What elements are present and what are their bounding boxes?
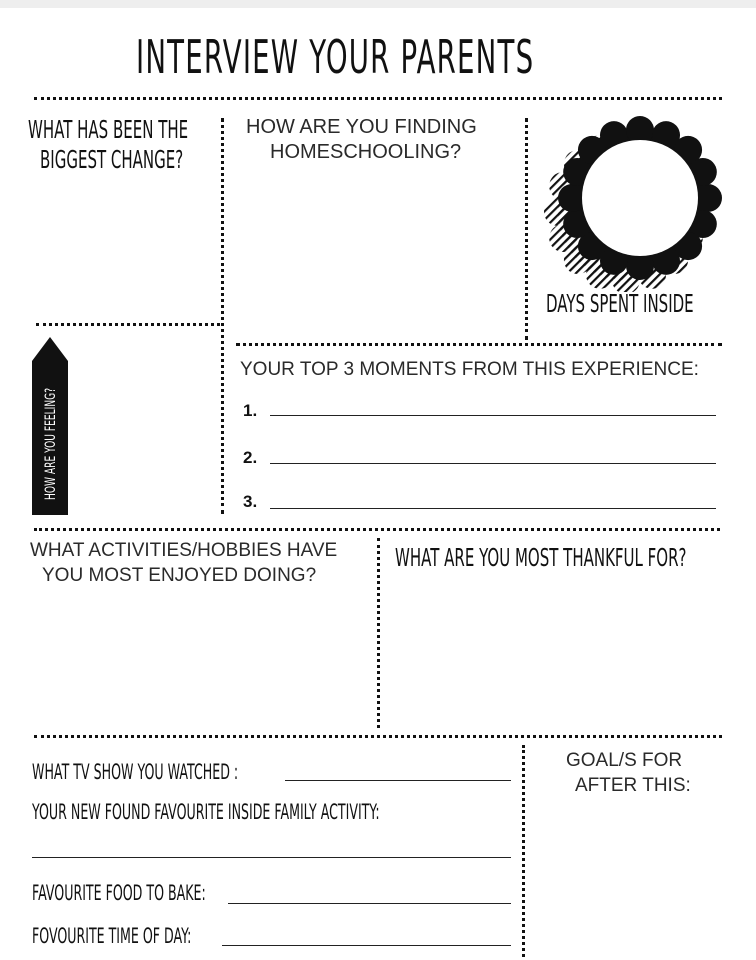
question-activities-line1: WHAT ACTIVITIES/HOBBIES HAVE — [30, 540, 338, 561]
moment-line-3[interactable] — [270, 508, 716, 509]
moment-line-1[interactable] — [270, 415, 716, 416]
label-days-spent-inside: DAYS SPENT INSIDE — [546, 289, 694, 318]
question-food-to-bake: FAVOURITE FOOD TO BAKE: — [32, 881, 206, 905]
question-time-of-day: FOVOURITE TIME OF DAY: — [32, 924, 192, 948]
label-how-are-you-feeling: HOW ARE YOU FEELING? — [43, 387, 59, 500]
divider-bottom — [34, 735, 722, 738]
moment-number-3: 3. — [243, 492, 258, 511]
question-homeschooling-line2: HOMESCHOOLING? — [270, 141, 462, 163]
moment-line-2[interactable] — [270, 463, 716, 464]
family-activity-line[interactable] — [32, 857, 511, 858]
question-family-activity: YOUR NEW FOUND FAVOURITE INSIDE FAMILY ACTIVITY: — [32, 800, 380, 824]
divider-v-bottom — [522, 745, 525, 957]
question-homeschooling-line1: HOW ARE YOU FINDING — [246, 116, 477, 138]
moment-number-2: 2. — [243, 448, 258, 467]
question-tv-show: WHAT TV SHOW YOU WATCHED : — [32, 760, 239, 784]
question-biggest-change-line2: BIGGEST CHANGE? — [40, 145, 184, 174]
question-goals-line1: GOAL/S FOR — [566, 750, 683, 771]
time-of-day-line[interactable] — [222, 945, 511, 946]
question-goals-line2: AFTER THIS: — [575, 775, 691, 796]
divider-middle — [34, 528, 720, 531]
question-activities-line2: YOU MOST ENJOYED DOING? — [42, 565, 317, 586]
divider-v-middle — [377, 538, 380, 728]
divider-v-right-top — [525, 118, 528, 340]
question-top-moments: YOUR TOP 3 MOMENTS FROM THIS EXPERIENCE: — [240, 359, 699, 380]
title-divider — [34, 97, 722, 100]
divider-feeling-top — [36, 323, 220, 326]
scalloped-badge-icon — [532, 112, 722, 292]
top-band — [0, 0, 756, 8]
question-thankful: WHAT ARE YOU MOST THANKFUL FOR? — [395, 543, 687, 572]
food-to-bake-line[interactable] — [228, 903, 511, 904]
divider-moments-top — [236, 343, 722, 346]
question-biggest-change-line1: WHAT HAS BEEN THE — [28, 115, 189, 144]
tv-show-line[interactable] — [285, 780, 511, 781]
divider-v-left-top — [221, 118, 224, 514]
page-title: INTERVIEW YOUR PARENTS — [136, 30, 535, 84]
moment-number-1: 1. — [243, 401, 258, 420]
